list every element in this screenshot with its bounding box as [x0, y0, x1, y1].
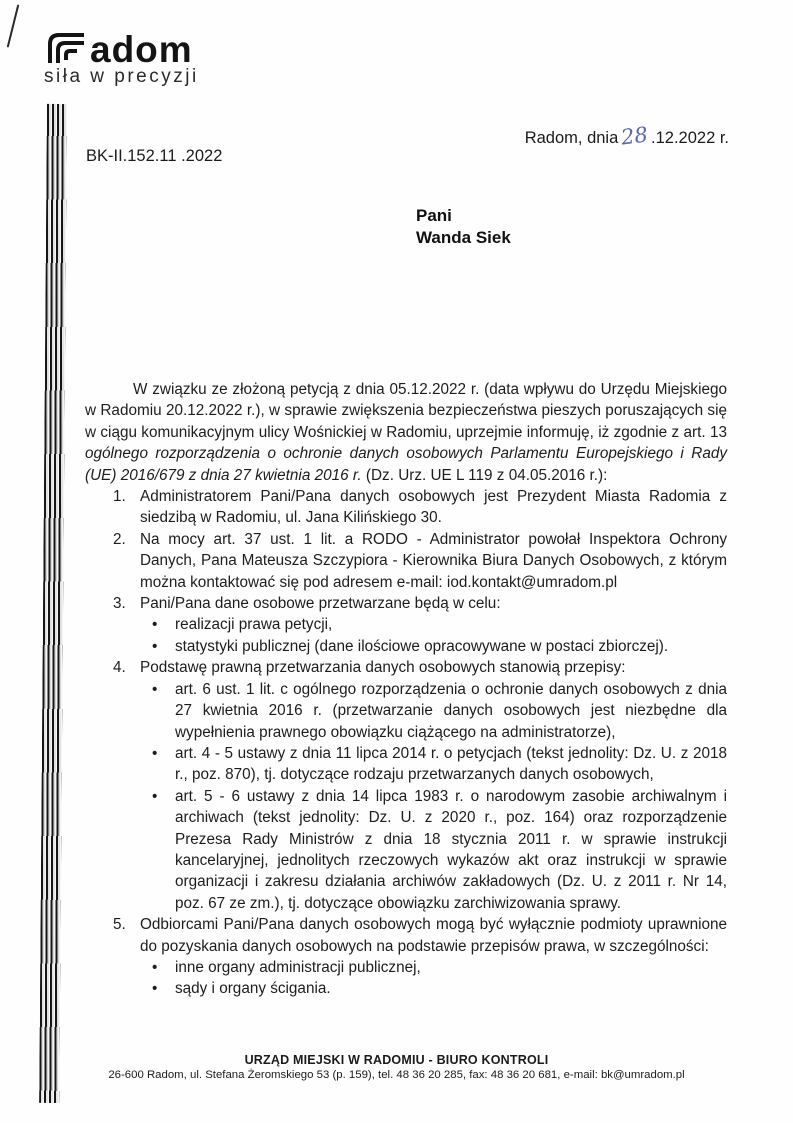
item-text: Pani/Pana dane osobowe przetwarzane będą w celu:: [140, 595, 501, 613]
bullet-dot: •: [152, 680, 158, 698]
intro-paragraph: [85, 379, 727, 486]
bullet-text: art. 4 - 5 ustawy z dnia 11 lipca 2014 r. o petycjach (tekst jednolity: Dz. U. z 2018 r., poz. 870), tj. dotyczące rodzaju przetwarzanych danych osobowych,: [175, 744, 727, 784]
item-number: 1.: [113, 488, 126, 506]
intro-text-2: (Dz. Urz. UE L 119 z 04.05.2016 r.):: [361, 466, 608, 484]
intro-legal-citation: ogólnego rozporządzenia o ochronie danych osobowych Parlamentu Europejskiego i Rady (UE) 2016/679 z dnia 27 kwietnia 2016 r.: [85, 445, 727, 484]
bullet-dot: •: [152, 637, 158, 655]
bullet-dot: •: [152, 958, 158, 976]
bullet-text: statystyki publicznej (dane ilościowe opracowywane w postaci zbiorczej).: [175, 637, 669, 655]
item-text: Administratorem Pani/Pana danych osobowych jest Prezydent Miasta Radomia z siedzibą w Radomiu, ul. Jana Kilińskiego 30.: [140, 488, 727, 527]
sub-bullet: [140, 679, 727, 743]
sub-bullet: [140, 743, 727, 786]
list-item-2: [85, 529, 727, 593]
logo-wordmark-text: adom: [90, 30, 193, 66]
sub-bullet: [140, 636, 727, 657]
bullet-dot: •: [152, 744, 158, 762]
date-suffix: .12.2022 r.: [651, 129, 729, 147]
item-text: Na mocy art. 37 ust. 1 lit. a RODO - Administrator powołał Inspektora Ochrony Danych, Pana Mateusza Szczypiora - Kierownika Biura Danych Osobowych, z którym można kontaktować się pod adresem e-mail: iod.kontakt@umradom.pl: [140, 530, 727, 591]
footer-contact-line: 26-600 Radom, ul. Stefana Żeromskiego 53 (p. 159), tel. 48 36 20 285, fax: 48 36 20 681, e-mail: bk@umradom.pl: [108, 1069, 685, 1081]
bullet-text: realizacji prawa petycji,: [175, 616, 333, 634]
item-number: 4.: [113, 659, 126, 677]
handwritten-day: 28: [619, 122, 650, 150]
list-item-5: [85, 914, 727, 1000]
bullet-text: sądy i organy ścigania.: [175, 980, 331, 998]
intro-text-1: W związku ze złożoną petycją z dnia 05.12.2022 r. (data wpływu do Urzędu Miejskiego w Radomiu 20.12.2022 r.), w sprawie zwiększenia bezpieczeństwa pieszych poruszających się w ciągu komunikacyjnym ulicy Wośnickiej w Radomiu, uprzejmie informuję, iż zgodnie z art. 13: [85, 381, 727, 441]
addressee-salutation: Pani: [416, 206, 452, 225]
date-line: [525, 124, 729, 148]
radom-wordmark-icon: [44, 30, 214, 66]
reference-number: BK-II.152.11 .2022: [86, 147, 223, 165]
bullet-dot: •: [152, 616, 158, 634]
sub-bullet: [140, 978, 727, 999]
sub-bullet: [140, 614, 727, 635]
footer-office-title: URZĄD MIEJSKI W RADOMIU - BIURO KONTROLI: [244, 1053, 549, 1067]
bullet-text: inne organy administracji publicznej,: [175, 958, 421, 976]
list-item-1: [85, 486, 727, 529]
bullet-dot: •: [152, 980, 158, 998]
logo-tagline: siła w precyzji: [44, 66, 199, 87]
binding-stripes: [39, 104, 67, 1103]
list-item-4: [85, 657, 727, 914]
item-text: Odbiorcami Pani/Pana danych osobowych mogą być wyłącznie podmioty uprawnione do pozyskania danych osobowych na podstawie przepisów prawa, w szczególności:: [140, 916, 727, 955]
bullet-text: art. 6 ust. 1 lit. c ogólnego rozporządzenia o ochronie danych osobowych z dnia 27 kwietnia 2016 r. (przetwarzanie danych osobowych jest niezbędne dla wypełnienia prawnego obowiązku ciążącego na administratorze),: [175, 680, 727, 741]
item-number: 2.: [113, 530, 126, 548]
date-prefix: Radom, dnia: [524, 129, 619, 147]
list-item-3: [85, 593, 727, 657]
item-number: 3.: [113, 595, 126, 613]
letter-footer: [0, 1053, 793, 1081]
item-text: Podstawę prawną przetwarzania danych osobowych stanowią przepisy:: [140, 659, 626, 677]
letter-body: [85, 379, 727, 1000]
sub-bullet: [140, 786, 727, 914]
bullet-dot: •: [152, 787, 158, 805]
item-number: 5.: [113, 916, 126, 934]
sub-bullet: [140, 957, 727, 978]
bullet-text: art. 5 - 6 ustawy z dnia 14 lipca 1983 r. o narodowym zasobie archiwalnym i archiwach (tekst jednolity: Dz. U. z 2020 r., poz. 164) oraz rozporządzenie Prezesa Rady Ministrów z dnia 18 stycznia 2011 r. w sprawie instrukcji kancelaryjnej, jednolitych rzeczowych wykazów akt oraz instrukcji w sprawie organizacji i zakresu działania archiwów zakładowych (Dz. U. z 2011 r. Nr 14, poz. 67 ze zm.), tj. dotyczące obowiązku zarchiwizowania sprawy.: [175, 787, 727, 912]
pen-mark: [7, 4, 20, 47]
addressee-block: [416, 205, 511, 249]
addressee-name: Wanda Siek: [416, 228, 511, 247]
radom-logo: [44, 30, 214, 88]
